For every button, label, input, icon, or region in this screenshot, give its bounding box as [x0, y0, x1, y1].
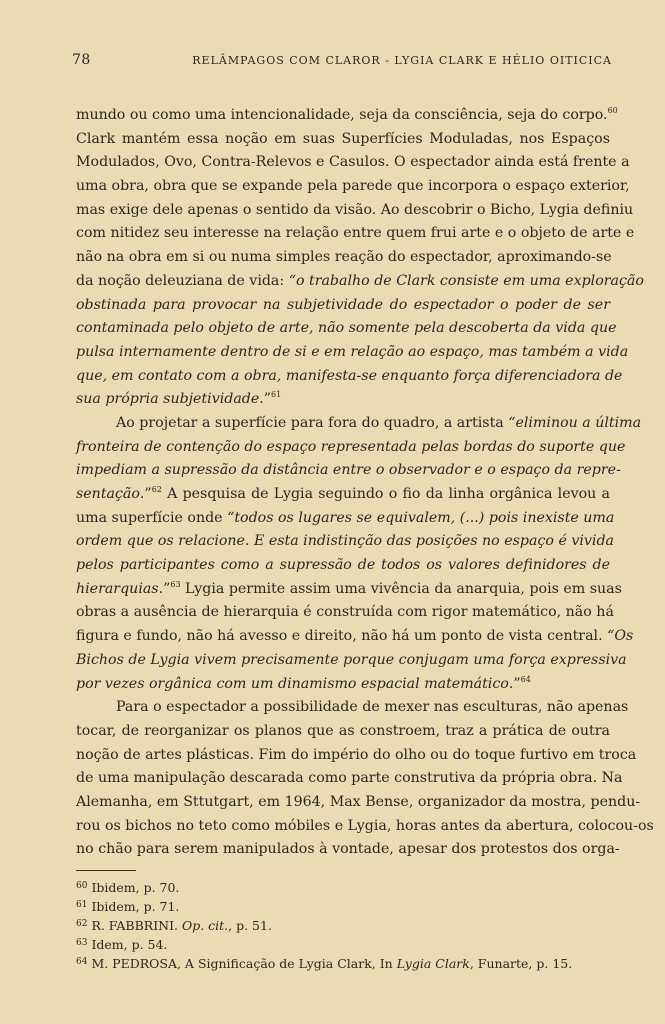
text-segment: não na obra em si ou numa simples reação do espectador, aproximando-se: [76, 249, 612, 266]
text-line: [76, 696, 629, 720]
text-segment: uma superfície onde: [76, 509, 228, 526]
text-line: [76, 104, 618, 128]
footnote-number: 63: [76, 938, 88, 948]
footnotes: [76, 878, 610, 973]
text-segment: Lygia permite assim uma vivência da anarquia, pois em suas: [180, 580, 622, 597]
footnote: [76, 954, 610, 973]
italic-quote: “todos os lugares se equivalem, (...) pois inexiste uma: [227, 509, 615, 526]
text-segment: no chão para serem manipulados à vontade, apesar dos protestos dos orga-: [76, 841, 620, 858]
text-line: [76, 791, 641, 815]
running-title: RELÂMPAGOS COM CLAROR - LYGIA CLARK E HÉLIO OITICICA: [192, 54, 612, 67]
italic-quote: pulsa internamente dentro de si e em relação ao espaço, mas também a vida: [76, 343, 629, 360]
text-line: [76, 365, 623, 389]
text-line: [76, 767, 623, 791]
text-line: [76, 601, 614, 625]
footnote: [76, 897, 610, 916]
page-number: 78: [72, 52, 91, 68]
text-line: [76, 222, 635, 246]
footnote: [76, 935, 610, 954]
text-line: [76, 294, 610, 318]
footnote-number: 64: [76, 957, 88, 967]
text-line: [76, 246, 610, 270]
italic-quote: ordem que os relacione. E esta indistinção das posições no espaço é vivida: [76, 533, 614, 550]
italic-quote: pelos participantes como a supressão de todos os valores definidores de: [76, 557, 610, 574]
text-line: [76, 412, 642, 436]
footnote-text: Idem, p. 54.: [91, 937, 168, 952]
text-line: [76, 530, 614, 554]
footnote-ref: 61: [271, 390, 282, 400]
footnote-ref: 63: [170, 579, 181, 589]
italic-quote: por vezes orgânica com um dinamismo espacial matemático: [76, 675, 509, 692]
text-line: [76, 151, 630, 175]
text-segment: mundo ou como uma intencionalidade, seja da consciência, seja do corpo.: [76, 107, 608, 123]
text-segment: .”: [139, 486, 152, 502]
italic-quote: obstinada para provocar na subjetividade do espectador o poder de ser: [76, 296, 610, 313]
text-line: [76, 554, 610, 578]
text-segment: com nitidez seu interesse na relação entre quem frui arte e o objeto de arte e: [76, 225, 635, 242]
text-line: [76, 199, 634, 223]
text-segment: .”: [508, 675, 521, 692]
footnote-title: Op. cit.: [181, 918, 229, 933]
italic-quote: fronteira de contenção do espaço representada pelas bordas do suporte que: [76, 438, 626, 455]
footnote: [76, 878, 610, 897]
text-segment: noção de artes plásticas. Fim do império do olho ou do toque furtivo em troca: [76, 746, 637, 763]
footnote-title: Lygia Clark: [396, 956, 470, 971]
text-line: [76, 673, 610, 697]
italic-quote: “o trabalho de Clark consiste em uma exploração: [288, 272, 644, 289]
footnote-text: Ibidem, p. 71.: [91, 899, 180, 914]
text-segment: de uma manipulação descarada como parte construtiva da própria obra. Na: [76, 770, 623, 787]
text-segment: A pesquisa de Lygia seguindo o fio da linha orgânica levou a: [161, 486, 610, 502]
text-segment: figura e fundo, não há avesso e direito, não há um ponto de vista central.: [76, 628, 608, 645]
footnote-number: 61: [76, 900, 88, 910]
text-segment: Alemanha, em Sttutgart, em 1964, Max Bense, organizador da mostra, pendu-: [76, 793, 641, 810]
text-line: [76, 744, 637, 768]
text-line: [76, 341, 629, 365]
text-segment: uma obra, obra que se expande pela parede que incorpora o espaço exterior,: [76, 178, 630, 195]
footnote-number: 62: [76, 919, 88, 929]
footnote-ref: 62: [151, 485, 162, 494]
text-segment: .”: [259, 391, 272, 408]
footnote-text: Ibidem, p. 70.: [91, 880, 180, 895]
text-segment: obras a ausência de hierarquia é construída com rigor matemático, não há: [76, 604, 614, 621]
footnote-text: M. PEDROSA, A Significação de Lygia Clark, In: [91, 956, 397, 971]
footnote: [76, 916, 610, 935]
italic-quote: “eliminou a última: [508, 414, 642, 431]
text-segment: Para o espectador a possibilidade de mexer nas esculturas, não apenas: [116, 699, 629, 716]
text-line: [76, 436, 626, 460]
text-segment: Clark mantém essa noção em suas Superfícies Moduladas, nos Espaços: [76, 130, 610, 147]
footnote-ref: 60: [607, 106, 618, 115]
italic-quote: sentação: [76, 486, 140, 502]
body-text: [76, 104, 654, 862]
text-segment: .”: [158, 580, 171, 597]
text-line: [76, 317, 617, 341]
footnote-rule: [76, 870, 136, 871]
text-line: [76, 483, 610, 507]
text-segment: rou os bichos no teto como móbiles e Lygia, horas antes da abertura, colocou-os: [76, 817, 654, 834]
text-segment: da noção deleuziana de vida:: [76, 272, 289, 289]
italic-quote: contaminada pelo objeto de arte, não somente pela descoberta da vida que: [76, 320, 617, 337]
text-segment: Ao projetar a superfície para fora do quadro, a artista: [116, 414, 509, 431]
text-segment: tocar, de reorganizar os planos que as constroem, traz a prática de outra: [76, 722, 610, 739]
text-line: [76, 175, 630, 199]
text-line: [76, 838, 620, 862]
text-line: [76, 128, 610, 152]
italic-quote: impediam a supressão da distância entre o observador e o espaço da repre-: [76, 462, 621, 479]
italic-quote: que, em contato com a obra, manifesta-se enquanto força diferenciadora de: [76, 367, 623, 384]
text-segment: mas exige dele apenas o sentido da visão. Ao descobrir o Bicho, Lygia definiu: [76, 201, 634, 218]
text-line: [76, 578, 622, 602]
italic-quote: Bichos de Lygia vivem precisamente porque conjugam uma força expressiva: [76, 651, 627, 668]
text-line: [76, 649, 627, 673]
text-line: [76, 720, 610, 744]
footnote-text: R. FABBRINI.: [91, 918, 182, 933]
text-line: [76, 815, 654, 839]
text-line: [76, 625, 634, 649]
text-line: [76, 388, 610, 412]
footnote-text: , Funarte, p. 15.: [469, 956, 573, 971]
text-line: [76, 507, 615, 531]
italic-quote: “Os: [607, 628, 634, 645]
text-segment: Modulados, Ovo, Contra-Relevos e Casulos. O espectador ainda está frente a: [76, 154, 630, 171]
italic-quote: hierarquias: [76, 580, 159, 597]
footnote-text: , p. 51.: [228, 918, 272, 933]
footnote-number: 60: [76, 881, 88, 891]
running-head: [72, 52, 612, 72]
footnote-ref: 64: [520, 674, 531, 684]
text-line: [76, 459, 621, 483]
italic-quote: sua própria subjetividade: [76, 391, 260, 408]
text-line: [76, 270, 644, 294]
